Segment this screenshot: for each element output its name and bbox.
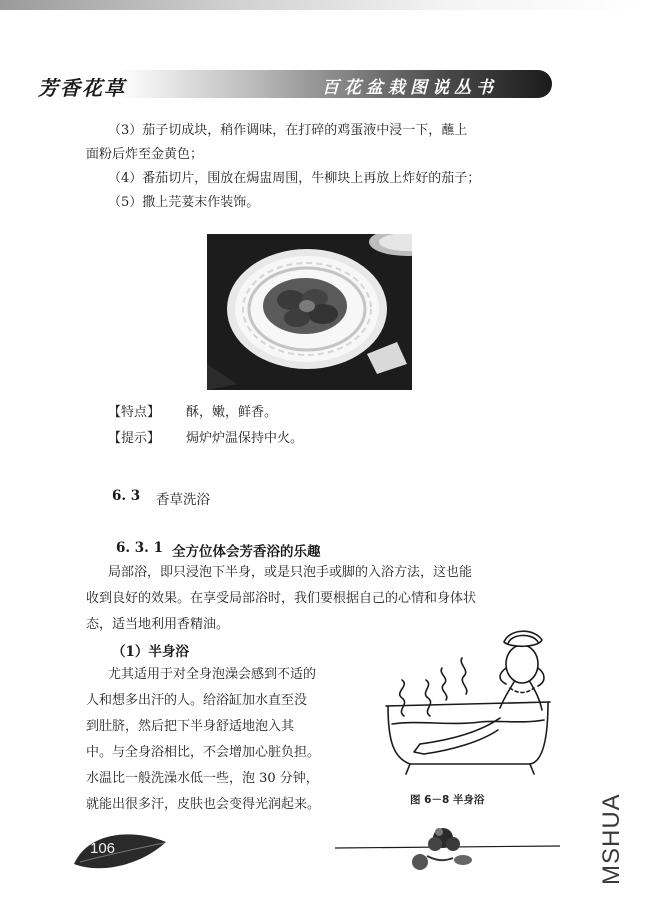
page-number: 106 [90, 840, 116, 857]
dish-photo [207, 234, 412, 390]
half-bath-heading: （1）半身浴 [112, 644, 189, 660]
book-title: 芳香花草 [38, 76, 126, 100]
half-bath-line-3: 到肚脐，然后把下半身舒适地泡入其 [86, 719, 295, 734]
series-title: 百花盆栽图说丛书 [322, 78, 498, 98]
figure-caption: 图 6－8 半身浴 [410, 794, 485, 806]
half-bath-line-1: 尤其适用于对全身泡澡会感到不适的 [108, 667, 317, 682]
step-3-line2: 面粉后炸至金黄色； [86, 147, 204, 162]
note-tip-label: 【提示】 [108, 431, 161, 446]
half-bath-line-2: 人和想多出汗的人。给浴缸加水直至没 [86, 693, 308, 708]
step-5: （5）撒上芫荽末作装饰。 [108, 195, 260, 210]
leaf-page-number-background [70, 826, 170, 874]
half-bath-line-4: 中。与全身浴相比，不会增加心脏负担。 [86, 745, 321, 760]
intro-line-1: 局部浴，即只浸泡下半身，或是只泡手或脚的入浴方法，这也能 [108, 565, 473, 580]
subsection-number: 6. 3. 1 [116, 540, 163, 556]
step-4: （4）番茄切片，围放在焗盅周围，牛柳块上再放上炸好的茄子； [108, 171, 481, 186]
half-bath-illustration [380, 622, 555, 782]
half-bath-line-5: 水温比一般洗澡水低一些，泡 30 分钟， [86, 771, 319, 786]
step-3-line1: （3）茄子切成块，稍作调味，在打碎的鸡蛋液中浸一下，蘸上 [108, 123, 468, 138]
half-bath-line-6: 就能出很多汗，皮肤也会变得光润起来。 [86, 797, 321, 812]
top-edge-shade [0, 0, 645, 10]
section-title: 香草洗浴 [156, 492, 210, 508]
intro-line-2: 收到良好的效果。在享受局部浴时，我们要根据自己的心情和身体状 [86, 591, 477, 606]
footer-flower-ornament [335, 816, 560, 876]
intro-line-3: 态，适当地利用香精油。 [86, 617, 230, 632]
note-feature-label: 【特点】 [108, 405, 161, 420]
watermark: MSHUA [598, 793, 625, 885]
note-feature-text: 酥，嫩，鲜香。 [186, 405, 278, 420]
subsection-title: 全方位体会芳香浴的乐趣 [172, 544, 321, 560]
section-number: 6. 3 [112, 488, 141, 504]
note-tip-text: 焗炉炉温保持中火。 [186, 431, 304, 446]
